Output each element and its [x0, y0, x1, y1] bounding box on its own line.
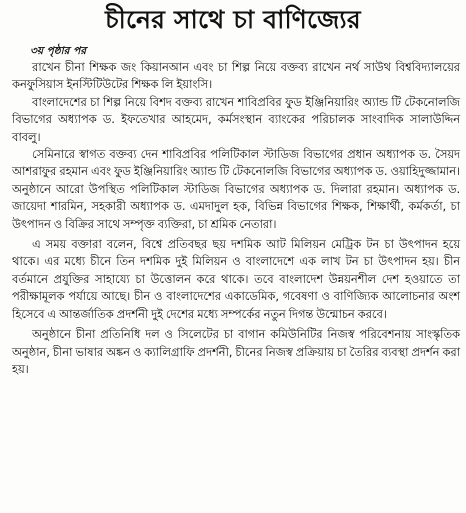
paragraph-2: বাংলাদেশের চা শিল্প নিয়ে বিশদ বক্তব্য রাখেন শাবিপ্রবির ফুড ইঞ্জিনিয়ারিং অ্যান্ড টি টেকনোলজি বিভাগের অধ্যাপক ড. ইফতেখার আহমেদ, কর্মসংস্থান ব্যাংকের পরিচালক সাংবাদিক সালাউদ্দিন বাবলু।: [12, 94, 460, 144]
paragraph-3: সেমিনারে স্বাগত বক্তব্য দেন শাবিপ্রবির পলিটিকাল স্টাডিজ বিভাগের প্রধান অধ্যাপক ড. সৈয়দ আশরাফুর রহমান এবং ফুড ইঞ্জিনিয়ারিং অ্যান্ড টি টেকনোলজি বিভাগের অধ্যাপক ড. ওয়াহিদুজ্জামান। অনুষ্ঠানে আরো উপস্থিত পলিটিকাল স্টাডিজ বিভাগের অধ্যাপক ড. দিলারা রহমান। অধ্যাপক ড. জায়েদা শারমিন, সহকারী অধ্যাপক ড. এমদাদুল হক, বিভিন্ন বিভাগের শিক্ষক, শিক্ষার্থী, কর্মকর্তা, চা উৎপাদন ও বিক্রির সাথে সম্পৃক্ত ব্যক্তিরা, চা শ্রমিক নেতারা।: [12, 147, 460, 231]
continued-from-label: ৩য় পৃষ্ঠার পর: [30, 45, 87, 57]
paragraph-1: রাখেন চীনা শিক্ষক জং কিয়ানআন এবং চা শিল্প নিয়ে বক্তব্য রাখেন নর্থ সাউথ বিশ্ববিদ্যালয়ের কনফুসিয়াস ইনস্টিটিউটের শিক্ষক লি ইয়াংসি।: [12, 60, 460, 92]
paragraph-4: এ সময় বক্তারা বলেন, বিশ্বে প্রতিবছর ছয় দশমিক আট মিলিয়ন মেট্রিক টন চা উৎপাদন হয়ে থাকে। এর মধ্যে চীনে তিন দশমিক দুই মিলিয়ন ও বাংলাদেশে এক লাখ টন চা উৎপাদন হয়। চীন বর্তমানে প্রযুক্তির সাহায্যে চা উত্তোলন করে থাকে। তবে বাংলাদেশ উন্নয়নশীল দেশ হওয়াতে তা পরীক্ষামূলক পর্যায়ে আছে। চীন ও বাংলাদেশের একাডেমিক, গবেষণা ও বাণিজ্যিক আলোচনার অংশ হিসেবে এ আন্তর্জাতিক প্রদর্শনী দুই দেশের মধ্যে সম্পর্কের নতুন দিগন্ত উন্মোচন করবে।: [12, 237, 460, 321]
article-body: [0, 59, 466, 378]
paragraph-5: অনুষ্ঠানে চীনা প্রতিনিধি দল ও সিলেটের চা বাগান কমিউনিটির নিজস্ব পরিবেশনায় সাংস্কৃতিক অনুষ্ঠান, চীনা ভাষার অঙ্কন ও ক্যালিগ্রাফি প্রদর্শনী, চীনের নিজস্ব প্রক্রিয়ায় চা তৈরির ব্যবস্থা প্রদর্শন করা হয়।: [12, 327, 460, 376]
headline: চীনের সাথে চা বাণিজ্যের: [105, 5, 361, 34]
